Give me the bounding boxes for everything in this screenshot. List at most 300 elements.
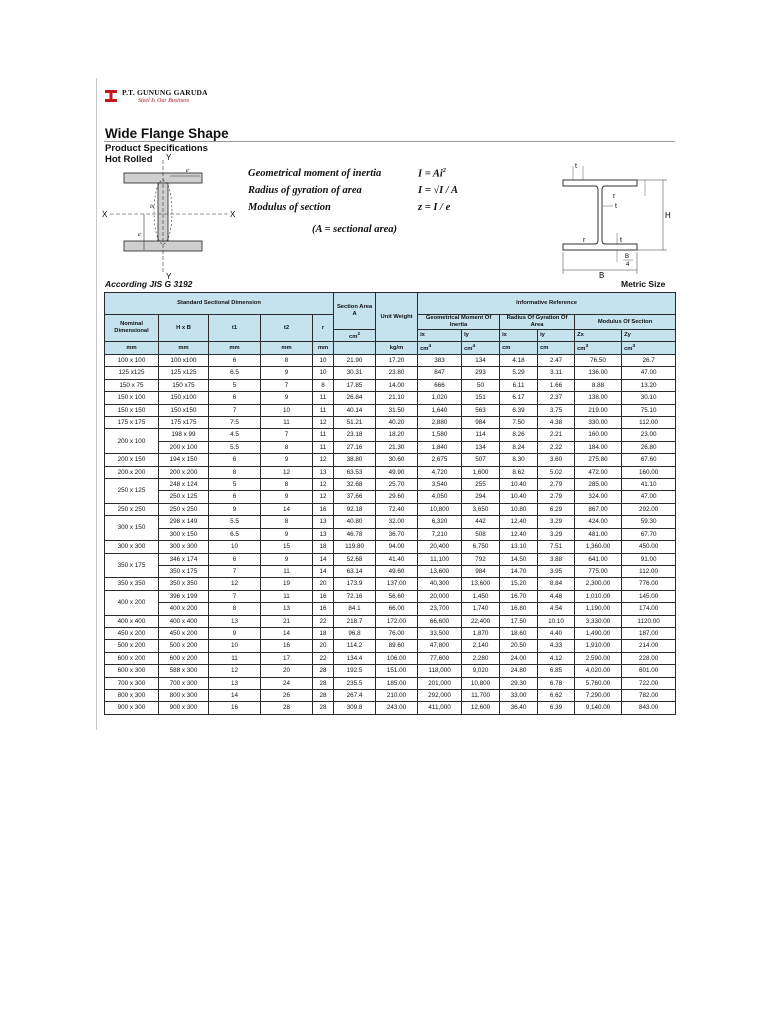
cell-ry: 6.85 [538,665,575,677]
cell-ry: 3.11 [538,367,575,379]
standard-reference: According JIS G 3192 [105,279,193,289]
cell-hxb: 175 x175 [159,417,209,429]
cell-w: 89.60 [376,640,418,652]
cell-a: 63.14 [334,565,376,577]
cell-iy: 6,750 [462,541,500,553]
cell-ry: 2.79 [538,491,575,503]
cell-w: 21.10 [376,392,418,404]
cell-r: 16 [313,503,334,515]
cell-zy: 174.00 [622,603,676,615]
cell-t1: 7.5 [209,417,261,429]
cell-zy: 26.7 [622,355,676,367]
cell-a: 235.5 [334,677,376,689]
cell-zx: 184.00 [575,441,622,453]
cell-iy: 22,400 [462,615,500,627]
cell-nominal: 450 x 200 [105,627,159,639]
cell-ix: 33,500 [418,627,462,639]
cell-zx: 219.00 [575,404,622,416]
cell-r: 13 [313,466,334,478]
b-label: B [599,271,605,280]
cell-t2: 14 [261,627,313,639]
cell-t2: 9 [261,553,313,565]
cell-ry: 2.79 [538,479,575,491]
unit-zy: $cm^3$ [622,342,676,355]
cell-ry: 3.88 [538,553,575,565]
cell-a: 63.53 [334,466,376,478]
t2-label: t [615,203,617,210]
cell-rx: 7.50 [500,417,538,429]
cell-w: 49.90 [376,466,418,478]
cell-ix: 10,800 [418,503,462,515]
cell-t1: 13 [209,677,261,689]
unit-t2: mm [261,342,313,355]
cell-zy: 47.00 [622,367,676,379]
cell-ix: 66,600 [418,615,462,627]
cell-iy: 984 [462,565,500,577]
metric-size-label: Metric Size [621,279,666,289]
cell-rx: 8.30 [500,454,538,466]
cell-rx: 10.40 [500,479,538,491]
cell-iy: 1,740 [462,603,500,615]
cell-zx: 275.80 [575,454,622,466]
cell-r: 11 [313,441,334,453]
cell-t1: 11 [209,652,261,664]
cell-t2: 17 [261,652,313,664]
cell-zx: 3,330.00 [575,615,622,627]
cell-a: 72.16 [334,590,376,602]
table-row [105,565,676,577]
unit-nominal: mm [105,342,159,355]
cell-r: 28 [313,689,334,701]
cell-a: 30.31 [334,367,376,379]
cell-zx: 138.00 [575,392,622,404]
cell-w: 21.30 [376,441,418,453]
cell-zx: 160.00 [575,429,622,441]
cell-t2: 9 [261,392,313,404]
cell-ry: 3.95 [538,565,575,577]
cell-ix: 4,720 [418,466,462,478]
cell-ix: 7,210 [418,528,462,540]
cell-iy: 508 [462,528,500,540]
y-axis-label-bottom: Y [166,272,172,280]
cell-nominal: 500 x 200 [105,640,159,652]
cell-ry: 6.62 [538,689,575,701]
r-label: r [613,193,616,200]
cell-a: 17.85 [334,379,376,391]
cell-ry: 6.39 [538,702,575,714]
cell-w: 18.20 [376,429,418,441]
cell-nominal: 200 x 100 [105,429,159,454]
table-row [105,429,676,441]
cell-nominal: 300 x 300 [105,541,159,553]
cell-iy: 2,280 [462,652,500,664]
cell-ry: 6.29 [538,503,575,515]
formula-label: Modulus of section [248,202,331,213]
cell-rx: 24.80 [500,665,538,677]
cell-t1: 6.5 [209,367,261,379]
cell-iy: 13,600 [462,578,500,590]
cell-r: 20 [313,640,334,652]
cell-zx: 7,290.00 [575,689,622,701]
cell-iy: 134 [462,441,500,453]
cell-ix: 1,580 [418,429,462,441]
table-row [105,640,676,652]
cell-r: 22 [313,652,334,664]
cell-ry: 4.38 [538,417,575,429]
cell-hxb: 150 x150 [159,404,209,416]
cell-t2: 8 [261,355,313,367]
cell-ry: 2.22 [538,441,575,453]
cell-r: 13 [313,516,334,528]
unit-ix: $cm^4$ [418,342,462,355]
cell-zx: 1,910.00 [575,640,622,652]
cell-w: 137.00 [376,578,418,590]
cell-a: 173.9 [334,578,376,590]
cell-nominal: 100 x 100 [105,355,159,367]
header-t1: t1 [209,315,261,342]
cell-hxb: 400 x 200 [159,603,209,615]
cell-t2: 7 [261,379,313,391]
cell-ry: 1.66 [538,379,575,391]
cell-rx: 24.00 [500,652,538,664]
cell-a: 267.4 [334,689,376,701]
cell-ry: 4.54 [538,603,575,615]
cell-zx: 136.00 [575,367,622,379]
cell-ix: 201,000 [418,677,462,689]
cell-zy: 160.00 [622,466,676,478]
cell-t2: 15 [261,541,313,553]
cell-ix: 847 [418,367,462,379]
table-row [105,379,676,391]
header-gyration: Radius Of Gyration Of Area [500,315,575,330]
cell-ix: 666 [418,379,462,391]
cell-ix: 2,675 [418,454,462,466]
cell-ix: 40,300 [418,578,462,590]
cell-iy: 3,650 [462,503,500,515]
cell-t2: 20 [261,665,313,677]
cell-zx: 641.00 [575,553,622,565]
cell-ry: 2.21 [538,429,575,441]
table-row [105,454,676,466]
cell-r: 28 [313,702,334,714]
header-r: r [313,315,334,342]
cell-w: 151.00 [376,665,418,677]
cell-t2: 24 [261,677,313,689]
cell-iy: 10,800 [462,677,500,689]
cell-r: 28 [313,665,334,677]
cell-nominal: 400 x 200 [105,590,159,615]
cell-hxb: 346 x 174 [159,553,209,565]
cell-ry: 3.29 [538,528,575,540]
cell-zy: 30.10 [622,392,676,404]
cell-a: 46.78 [334,528,376,540]
cell-a: 119.80 [334,541,376,553]
cell-zy: 187.00 [622,627,676,639]
cell-rx: 36.40 [500,702,538,714]
b4-label-top: B [625,254,630,260]
cell-hxb: 700 x 300 [159,677,209,689]
cell-rx: 10.80 [500,503,538,515]
cell-ix: 2,880 [418,417,462,429]
cell-nominal: 600 x 300 [105,665,159,677]
cell-a: 84.1 [334,603,376,615]
table-row [105,355,676,367]
cell-t1: 14 [209,689,261,701]
cell-hxb: 200 x 200 [159,466,209,478]
cell-zx: 2,300.00 [575,578,622,590]
cell-iy: 1,450 [462,590,500,602]
cell-nominal: 250 x 125 [105,479,159,504]
cell-zy: 843.00 [622,702,676,714]
table-row [105,578,676,590]
cell-w: 32.00 [376,516,418,528]
cell-ix: 1,640 [418,404,462,416]
cell-zy: 214.00 [622,640,676,652]
cell-ix: 118,000 [418,665,462,677]
cell-ix: 3,540 [418,479,462,491]
cell-t1: 5.5 [209,516,261,528]
cell-hxb: 300 x 150 [159,528,209,540]
cell-r: 22 [313,615,334,627]
cell-t2: 16 [261,640,313,652]
header-zy: Zy [622,330,676,342]
cell-w: 66.00 [376,603,418,615]
cell-ry: 10.10 [538,615,575,627]
cell-rx: 5.29 [500,367,538,379]
cell-t1: 12 [209,665,261,677]
cell-t2: 26 [261,689,313,701]
header-standard-dimension: Standard Sectional Dimension [105,293,334,315]
cell-iy: 984 [462,417,500,429]
cell-zy: 145.00 [622,590,676,602]
formula-label: Geometrical moment of inertia [248,168,382,179]
cell-zy: 112.00 [622,417,676,429]
cell-rx: 6.39 [500,404,538,416]
cell-hxb: 248 x 124 [159,479,209,491]
cell-nominal: 175 x 175 [105,417,159,429]
cell-zx: 1,360.00 [575,541,622,553]
r-label-bottom: r [583,237,586,244]
cell-ix: 411,000 [418,702,462,714]
table-row [105,652,676,664]
cell-a: 40.14 [334,404,376,416]
table-row [105,516,676,528]
cell-rx: 12.40 [500,516,538,528]
cell-t1: 4.5 [209,429,261,441]
cell-ix: 23,700 [418,603,462,615]
table-row [105,479,676,491]
cell-t1: 6 [209,454,261,466]
cell-zx: 1,490.00 [575,627,622,639]
cell-r: 11 [313,392,334,404]
cell-w: 49.60 [376,565,418,577]
header-unit-weight: Unit Weight [376,293,418,342]
cell-hxb: 250 x 125 [159,491,209,503]
header-area-unit: $cm^2$ [334,330,376,342]
header-zx: Zx [575,330,622,342]
cell-t1: 7 [209,404,261,416]
cell-rx: 10.40 [500,491,538,503]
cell-nominal: 300 x 150 [105,516,159,541]
cell-ix: 47,800 [418,640,462,652]
cell-hxb: 450 x 200 [159,627,209,639]
cell-zy: 776.00 [622,578,676,590]
company-tagline: Steel Is Our Business [138,98,190,104]
cell-w: 36.70 [376,528,418,540]
cell-hxb: 300 x 300 [159,541,209,553]
cell-iy: 1,600 [462,466,500,478]
cell-ry: 2.37 [538,392,575,404]
unit-hxb: mm [159,342,209,355]
cell-t1: 8 [209,603,261,615]
cell-ix: 13,600 [418,565,462,577]
cell-t1: 7 [209,565,261,577]
cell-zx: 285.00 [575,479,622,491]
cell-zx: 324.00 [575,491,622,503]
cell-iy: 9,020 [462,665,500,677]
cell-a: 32.68 [334,479,376,491]
cell-hxb: 150 x75 [159,379,209,391]
cell-rx: 8.24 [500,441,538,453]
cell-nominal: 125 x125 [105,367,159,379]
table-row [105,367,676,379]
table-row [105,702,676,714]
cell-t2: 8 [261,441,313,453]
cell-hxb: 198 x 99 [159,429,209,441]
cell-iy: 507 [462,454,500,466]
cell-t1: 6 [209,553,261,565]
cell-nominal: 150 x 100 [105,392,159,404]
cell-ry: 2.47 [538,355,575,367]
cell-r: 14 [313,565,334,577]
cell-ix: 11,100 [418,553,462,565]
unit-r: mm [313,342,334,355]
cell-hxb: 350 x 175 [159,565,209,577]
unit-t1: mm [209,342,261,355]
cell-nominal: 350 x 175 [105,553,159,578]
cell-w: 243.00 [376,702,418,714]
cell-ix: 77,600 [418,652,462,664]
cell-r: 14 [313,553,334,565]
cell-a: 52.68 [334,553,376,565]
cell-nominal: 350 x 350 [105,578,159,590]
cell-t2: 13 [261,603,313,615]
subtitle-specifications: Product Specifications [105,143,208,154]
cell-w: 56.60 [376,590,418,602]
cell-iy: 563 [462,404,500,416]
cell-zy: 292.00 [622,503,676,515]
b4-label-bottom: 4 [626,262,630,268]
cell-zy: 26.80 [622,441,676,453]
cell-ix: 1,020 [418,392,462,404]
cell-t1: 10 [209,541,261,553]
cell-a: 114.2 [334,640,376,652]
unit-weight: kg/m [376,342,418,355]
specification-table [104,292,676,715]
cell-rx: 12.40 [500,528,538,540]
cell-a: 21.90 [334,355,376,367]
cell-nominal: 900 x 300 [105,702,159,714]
table-row [105,541,676,553]
cell-t2: 10 [261,404,313,416]
cell-nominal: 800 x 300 [105,689,159,701]
table-row [105,404,676,416]
cell-iy: 255 [462,479,500,491]
cell-ry: 3.60 [538,454,575,466]
cell-zx: 4,020.00 [575,665,622,677]
cell-zy: 67.60 [622,454,676,466]
cell-zy: 75.10 [622,404,676,416]
cell-r: 11 [313,429,334,441]
cell-hxb: 125 x125 [159,367,209,379]
section-axes-diagram [100,152,244,280]
h-label: H [665,211,671,220]
cell-zy: 228.00 [622,652,676,664]
table-row [105,503,676,515]
page-title: Wide Flange Shape [105,126,229,141]
cell-t2: 11 [261,417,313,429]
cell-rx: 6.17 [500,392,538,404]
cell-zx: 481.00 [575,528,622,540]
table-row [105,615,676,627]
formula-label: Radius of gyration of area [248,185,362,196]
cell-w: 31.50 [376,404,418,416]
cell-rx: 8.26 [500,429,538,441]
cell-nominal: 150 x 75 [105,379,159,391]
cell-iy: 114 [462,429,500,441]
header-t2: t2 [261,315,313,342]
cell-w: 210.00 [376,689,418,701]
cell-hxb: 100 x100 [159,355,209,367]
cell-t1: 6 [209,392,261,404]
cell-t1: 5 [209,479,261,491]
dimension-diagram [555,158,677,280]
cell-ix: 6,320 [418,516,462,528]
cell-t2: 19 [261,578,313,590]
cell-t1: 12 [209,578,261,590]
cell-t1: 9 [209,627,261,639]
cell-a: 92.18 [334,503,376,515]
cell-hxb: 396 x 199 [159,590,209,602]
cell-iy: 151 [462,392,500,404]
table-row [105,677,676,689]
header-iy: Iy [462,330,500,342]
cell-zx: 9,140.00 [575,702,622,714]
cell-zy: 450.00 [622,541,676,553]
cell-nominal: 200 x 150 [105,454,159,466]
cell-t2: 7 [261,429,313,441]
cell-t2: 11 [261,565,313,577]
cell-r: 8 [313,379,334,391]
cell-w: 106.00 [376,652,418,664]
cell-rx: 29.30 [500,677,538,689]
cell-rx: 4.18 [500,355,538,367]
cell-zx: 5,760.00 [575,677,622,689]
cell-nominal: 200 x 200 [105,466,159,478]
table-row [105,491,676,503]
cell-zy: 59.30 [622,516,676,528]
cell-a: 134.4 [334,652,376,664]
header-nominal-dimensional: Nominal Dimensional [105,315,159,342]
x-axis-label-left: X [102,210,108,219]
table-row [105,417,676,429]
table-row [105,553,676,565]
company-logo-icon [104,88,118,104]
cell-t2: 14 [261,503,313,515]
cell-w: 23.80 [376,367,418,379]
cell-w: 172.00 [376,615,418,627]
cell-nominal: 700 x 300 [105,677,159,689]
